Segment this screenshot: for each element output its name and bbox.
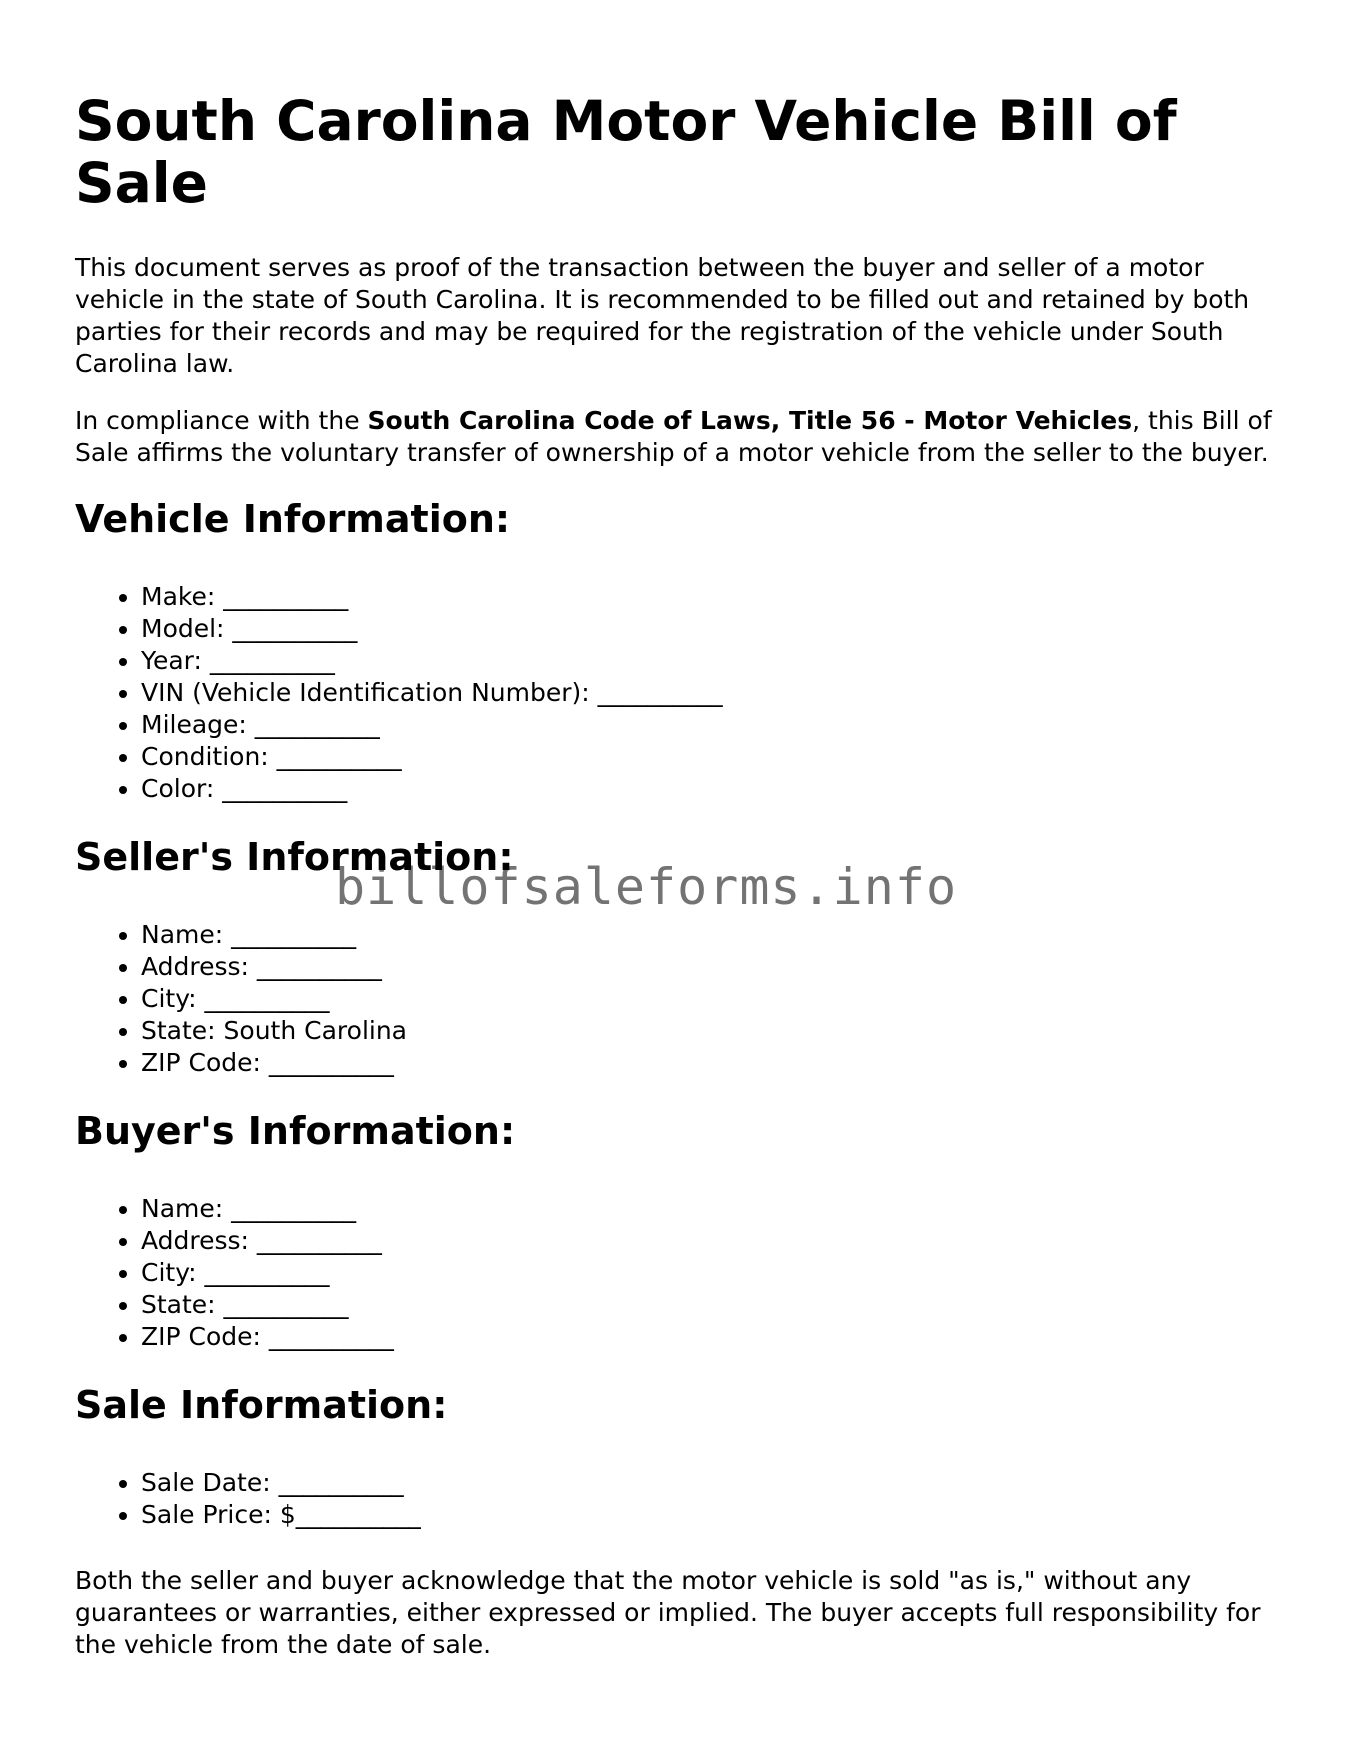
buyer-list	[75, 1193, 1290, 1353]
buyer-city-item: • City: __________	[141, 1257, 1290, 1289]
seller-name-item: • Name: __________	[141, 919, 1290, 951]
vehicle-color-item: • Color: __________	[141, 773, 1290, 805]
compliance-law-reference: South Carolina Code of Laws, Title 56 - Motor Vehicles	[367, 406, 1133, 435]
buyer-state-item: • State: __________	[141, 1289, 1290, 1321]
seller-zip-item: • ZIP Code: __________	[141, 1047, 1290, 1079]
seller-address-item: • Address: __________	[141, 951, 1290, 983]
vehicle-condition-item: • Condition: __________	[141, 741, 1290, 773]
seller-list	[75, 919, 1290, 1079]
compliance-suffix: , this Bill of Sale affirms the voluntary transfer of ownership of a motor vehicle from the seller to the buyer.	[75, 406, 1272, 467]
document-page	[75, 90, 1290, 1686]
buyer-name-item: • Name: __________	[141, 1193, 1290, 1225]
sale-list	[75, 1467, 1290, 1531]
vehicle-mileage-item: • Mileage: __________	[141, 709, 1290, 741]
buyer-heading: Buyer's Information:	[75, 1109, 516, 1153]
vehicle-heading: Vehicle Information:	[75, 497, 511, 541]
watermark-text: billofsaleforms.info	[335, 858, 958, 916]
vehicle-make-item: • Make: __________	[141, 581, 1290, 613]
page-title: South Carolina Motor Vehicle Bill of Sale	[75, 89, 1177, 215]
seller-state-item: • State: South Carolina	[141, 1015, 1290, 1047]
sale-heading: Sale Information:	[75, 1383, 448, 1427]
sale-date-item: • Sale Date: __________	[141, 1467, 1290, 1499]
vehicle-model-item: • Model: __________	[141, 613, 1290, 645]
seller-city-item: • City: __________	[141, 983, 1290, 1015]
sale-price-item: • Sale Price: $__________	[141, 1499, 1290, 1531]
closing-paragraph: Both the seller and buyer acknowledge that the motor vehicle is sold "as is," without any guarantees or warranties, either expressed or implied. The buyer accepts full responsibility for the vehicle from the date of sale.	[75, 1566, 1261, 1659]
buyer-address-item: • Address: __________	[141, 1225, 1290, 1257]
intro-paragraph: This document serves as proof of the transaction between the buyer and seller of a motor vehicle in the state of South Carolina. It is recommended to be filled out and retained by both parties for their records and may be required for the registration of the vehicle under South Carolina law.	[75, 253, 1250, 378]
vehicle-year-item: • Year: __________	[141, 645, 1290, 677]
buyer-zip-item: • ZIP Code: __________	[141, 1321, 1290, 1353]
compliance-prefix: In compliance with the	[75, 406, 368, 435]
compliance-paragraph	[75, 405, 1290, 469]
vehicle-vin-item: • VIN (Vehicle Identification Number): __________	[141, 677, 1290, 709]
vehicle-list	[75, 581, 1290, 805]
seller-heading: Seller's Information:	[75, 835, 514, 879]
